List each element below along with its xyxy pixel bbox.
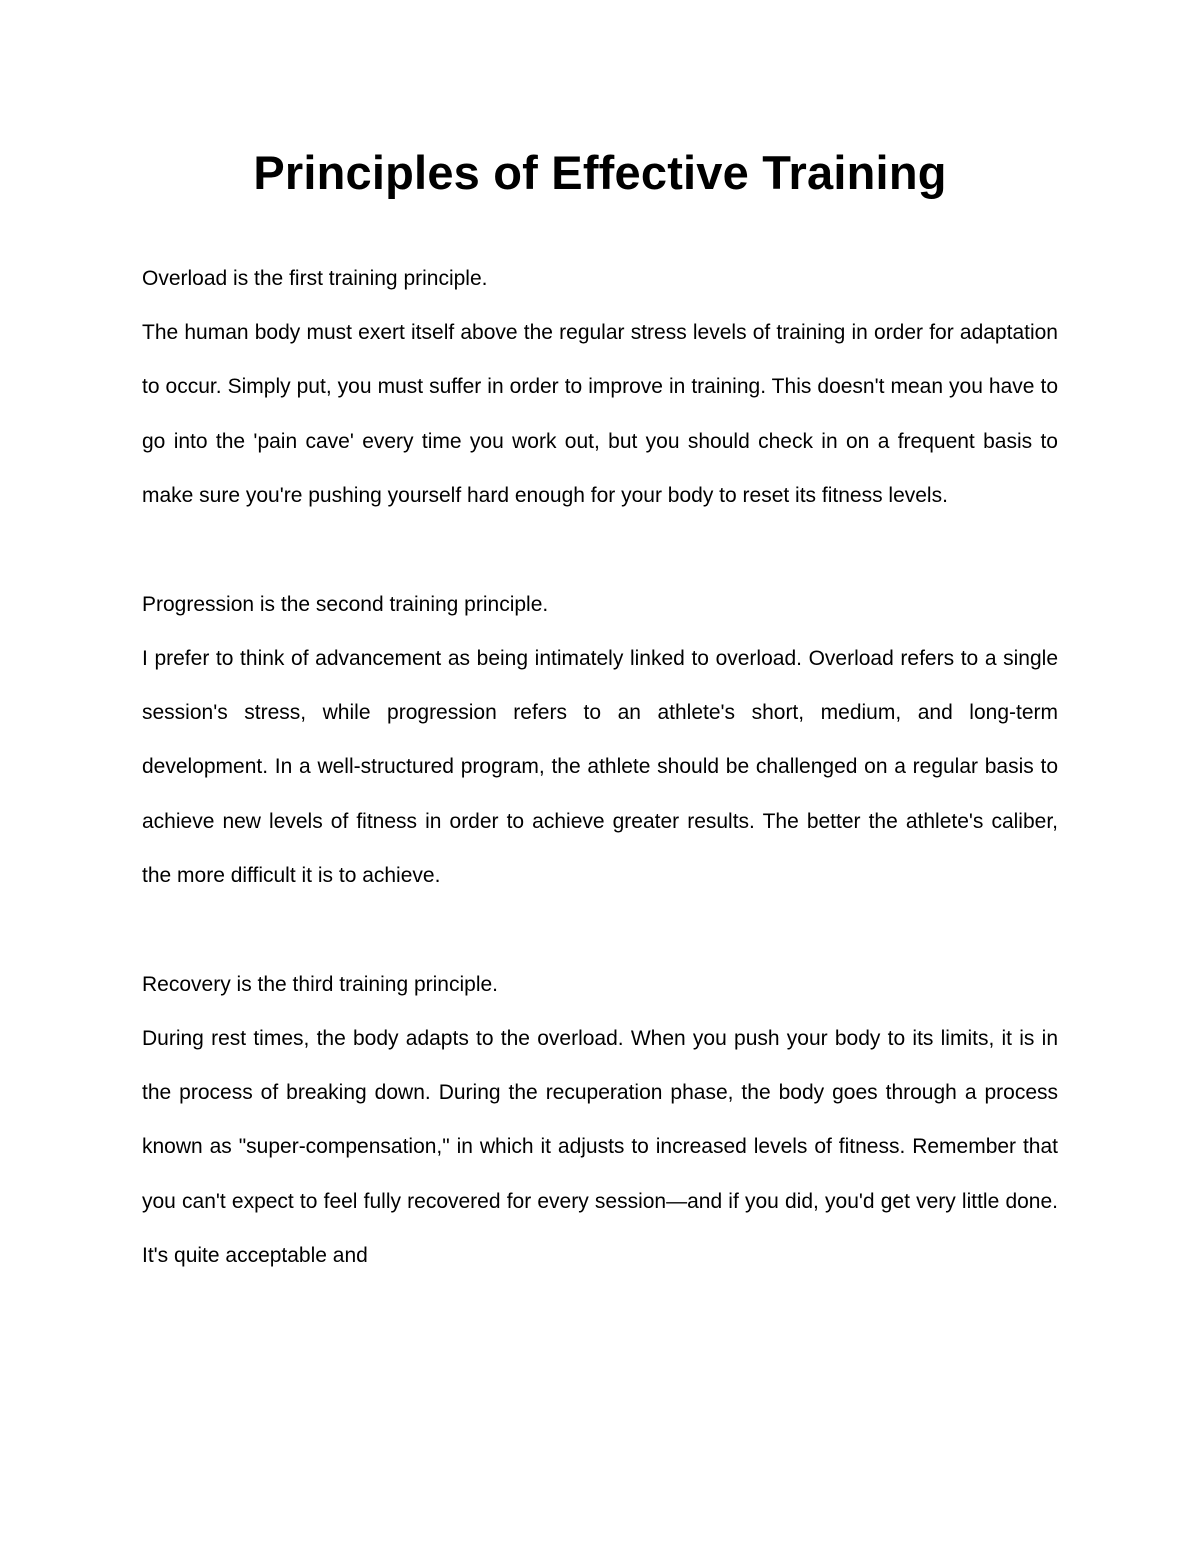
section-heading: Progression is the second training principle. <box>142 592 549 616</box>
section-paragraph: During rest times, the body adapts to the overload. When you push your body to its limits, it is in the process of breaking down. During the recuperation phase, the body goes through a process known as "super-compensation," in which it adjusts to increased levels of fitness. Remember that you can't expect to feel fully recovered for every session—and if you did, you'd get very little done. It's quite acceptable and <box>142 1026 1058 1268</box>
document-title: Principles of Effective Training <box>253 146 947 199</box>
section-heading: Overload is the first training principle. <box>142 267 488 290</box>
section-heading: Recovery is the third training principle. <box>142 972 498 996</box>
section-recovery <box>142 958 1058 1284</box>
document-body <box>142 252 1058 1338</box>
section-paragraph: I prefer to think of advancement as being intimately linked to overload. Overload refers to a single session's stress, while progression refers to an athlete's short, medium, and long-term development. In a well-structured program, the athlete should be challenged on a regular basis to achieve new levels of fitness in order to achieve greater results. The better the athlete's caliber, the more difficult it is to achieve. <box>142 646 1058 888</box>
section-overload <box>142 252 1058 524</box>
section-paragraph: The human body must exert itself above the regular stress levels of training in order for adaptation to occur. Simply put, you must suffer in order to improve in training. This doesn't mean you have to go into the 'pain cave' every time you work out, but you should check in on a frequent basis to make sure you're pushing yourself hard enough for your body to reset its fitness levels. <box>142 321 1058 508</box>
section-progression <box>142 578 1058 904</box>
